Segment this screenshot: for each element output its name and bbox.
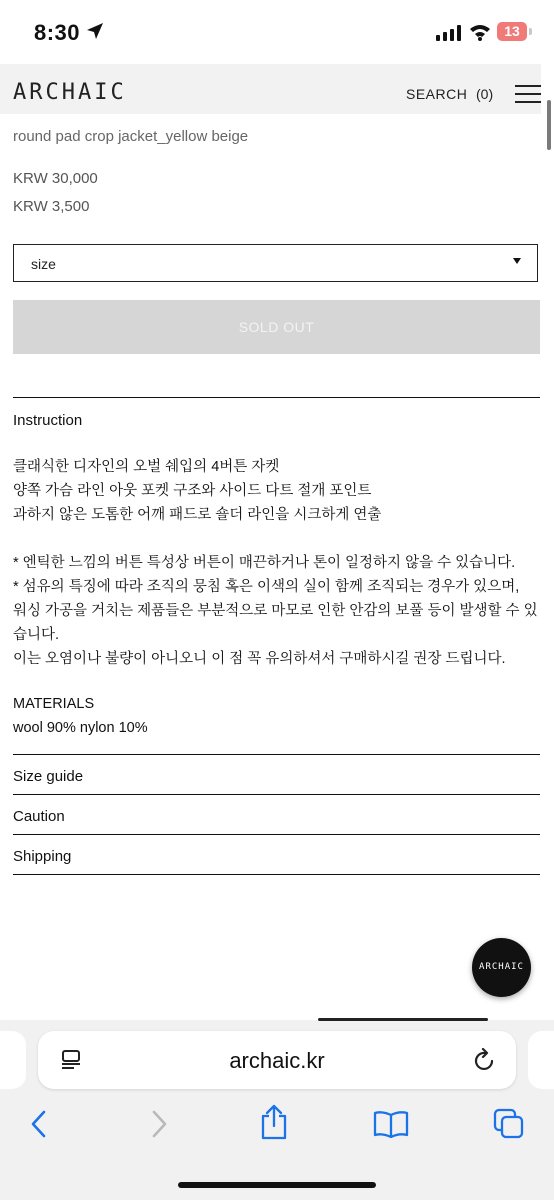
instruction-line: 클래식한 디자인의 오벌 쉐입의 4버튼 자켓 — [13, 459, 280, 475]
previous-tab-card[interactable] — [0, 1031, 26, 1089]
battery-tip — [529, 28, 532, 35]
reload-icon[interactable] — [474, 1048, 496, 1072]
sold-out-button[interactable]: SOLD OUT — [13, 300, 540, 354]
next-tab-card[interactable] — [528, 1031, 554, 1089]
instruction-line: 양쪽 가슴 라인 아웃 포켓 구조와 사이드 다트 절개 포인트 — [13, 483, 372, 499]
page-scrollbar[interactable] — [547, 100, 551, 150]
instruction-line: 과하지 않은 도톰한 어깨 패드로 숄더 라인을 시크하게 연출 — [13, 507, 382, 523]
size-select[interactable] — [13, 244, 538, 282]
materials-value: wool 90% nylon 10% — [13, 720, 148, 736]
instruction-note: 이는 오염이나 불량이 아니오니 이 점 꼭 유의하셔서 구매하시길 권장 드립니다. — [13, 651, 506, 667]
divider — [13, 754, 540, 755]
forward-chevron-icon[interactable] — [148, 1109, 170, 1139]
page-edge-indicator — [318, 1018, 488, 1021]
status-time: 8:30 — [34, 20, 81, 45]
search-link[interactable]: SEARCH — [406, 86, 468, 102]
caution-toggle[interactable]: Caution — [13, 808, 65, 825]
wifi-icon — [469, 23, 491, 41]
instruction-note: 워싱 가공을 거치는 제품들은 부분적으로 마모로 인한 안감의 보풀 등이 발생할 수 있 — [13, 603, 538, 619]
divider — [13, 874, 540, 875]
back-chevron-icon[interactable] — [28, 1109, 50, 1139]
divider — [13, 794, 540, 795]
divider — [13, 834, 540, 835]
dropdown-arrow-icon — [513, 258, 521, 264]
instruction-note: 습니다. — [13, 627, 60, 643]
bookmarks-icon[interactable] — [373, 1110, 409, 1138]
divider — [13, 397, 540, 398]
floating-archaic-button[interactable]: ARCHAIC — [472, 938, 531, 997]
site-header — [0, 64, 541, 114]
shipping-price: KRW 3,500 — [13, 198, 90, 215]
instruction-title: Instruction — [13, 412, 83, 429]
location-arrow-icon — [86, 22, 104, 40]
shipping-toggle[interactable]: Shipping — [13, 848, 72, 865]
status-bar — [0, 0, 554, 64]
cellular-signal-icon — [436, 25, 462, 41]
tabs-icon[interactable] — [493, 1108, 525, 1140]
site-logo[interactable]: ARCHAIC — [13, 80, 127, 105]
product-price: KRW 30,000 — [13, 170, 98, 187]
hamburger-menu-icon[interactable] — [515, 84, 541, 104]
size-select-value: size — [31, 256, 56, 272]
instruction-note: * 엔틱한 느낌의 버튼 특성상 버튼이 매끈하거나 톤이 일정하지 않을 수 있습니다. — [13, 555, 516, 571]
share-icon[interactable] — [259, 1104, 289, 1140]
url-text: archaic.kr — [229, 1048, 325, 1073]
battery-indicator: 13 — [497, 22, 527, 41]
address-bar[interactable] — [38, 1031, 516, 1089]
instruction-note: * 섬유의 특징에 따라 조직의 뭉침 혹은 이색의 실이 함께 조직되는 경우가 있으며, — [13, 579, 520, 595]
product-name: round pad crop jacket_yellow beige — [13, 128, 249, 145]
size-guide-toggle[interactable]: Size guide — [13, 768, 84, 785]
cart-link[interactable]: (0) — [476, 86, 494, 102]
materials-title: MATERIALS — [13, 696, 95, 712]
home-indicator — [178, 1182, 376, 1188]
